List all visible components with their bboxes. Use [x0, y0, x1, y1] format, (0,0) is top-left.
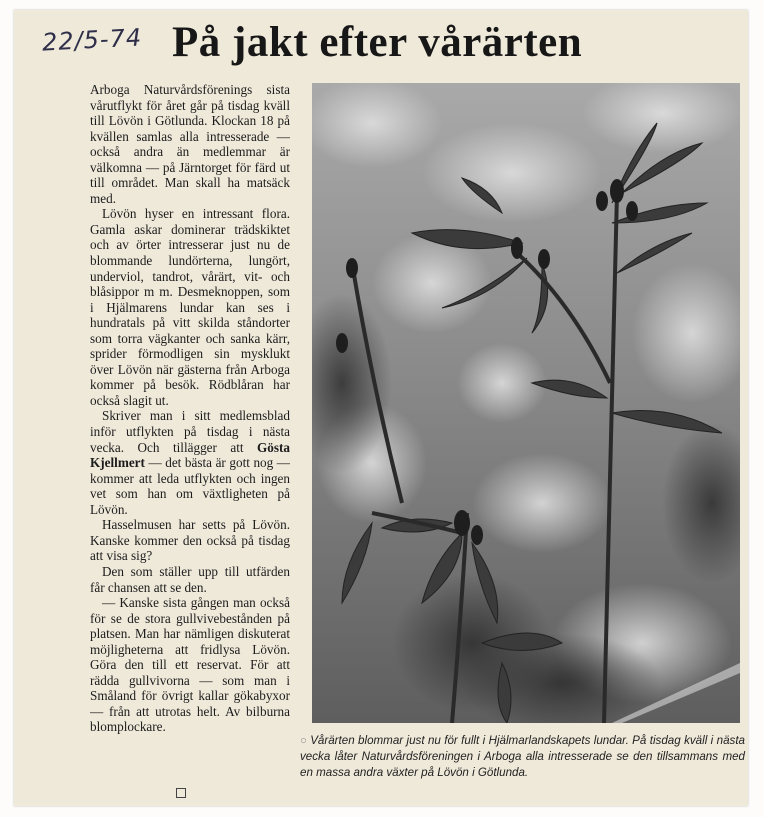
paragraph-text: Skriver man i sitt medlemsblad inför utflykten på tisdag i nästa vecka. Och tillägger att	[90, 408, 290, 455]
article-paragraph	[90, 408, 290, 517]
article-paragraph	[90, 564, 290, 595]
article-body	[90, 82, 290, 735]
paragraph-text: — Kanske sista gången man också för se de stora gullvivebestånden på platsen. Man har nämligen diskuterat möjligheterna att fridlysa Lövön. Göra den till ett reservat. För att rädda gullvivorna — som man i Småland för övrigt kallar gökabyxor — från att utrotas helt. Av bilburna blomplockare.	[90, 595, 290, 735]
paragraph-text: Hasselmusen har setts på Lövön. Kanske kommer den också på tisdag att visa sig?	[90, 517, 290, 564]
end-of-article-mark	[176, 788, 186, 798]
headline: På jakt efter vårärten	[172, 19, 583, 66]
paragraph-text: — det bästa är gott nog — kommer att leda utflykten och ingen vet som han om växtligheten på Lövön.	[90, 455, 290, 517]
article-paragraph	[90, 595, 290, 735]
caption-bullet: ○	[300, 734, 308, 747]
article-paragraph	[90, 517, 290, 564]
paragraph-text: Den som ställer upp till utfärden får chansen att se den.	[90, 563, 290, 595]
person-name: Gösta Kjellmert	[90, 439, 290, 471]
paragraph-text: Arboga Naturvårdsförenings sista vårutflykt för året går på tisdag kväll till Lövön i Götlunda. Klockan 18 på kvällen samlas alla intresserade — också andra än medlemmar är välkomna — på Järntorget för färd ut till området. Man skall ha matsäck med.	[90, 82, 290, 206]
caption-text: Vårärten blommar just nu för fullt i Hjälmarlandskapets lundar. På tisdag kväll i nästa vecka låter Naturvårdsföreningen i Arboga alla intresserade se den tillsammans med en massa andra växter på Lövön i Götlunda.	[300, 734, 745, 779]
plant-photo-illustration	[312, 83, 740, 723]
article-paragraph	[90, 206, 290, 408]
plant-photo	[312, 83, 740, 723]
paragraph-text: Lövön hyser en intressant flora. Gamla askar dominerar trädskiktet och av örter intresserar just nu de blommande lundörterna, lungört, underviol, tandrot, vårärt, vit- och blåsippor m m. Desmeknoppen, som i Hjälmarens lundar kan ses i hundratals på vitt skilda ståndorter som torra vägkanter och sanka kärr, sprider förmodligen sin mysklukt över Lövön när gästerna från Arboga kommer på besök. Rödblåran har också slagit ut.	[90, 206, 290, 408]
photo-caption	[300, 733, 745, 781]
handwritten-date: 22/5-74	[41, 23, 143, 57]
article-paragraph	[90, 82, 290, 206]
